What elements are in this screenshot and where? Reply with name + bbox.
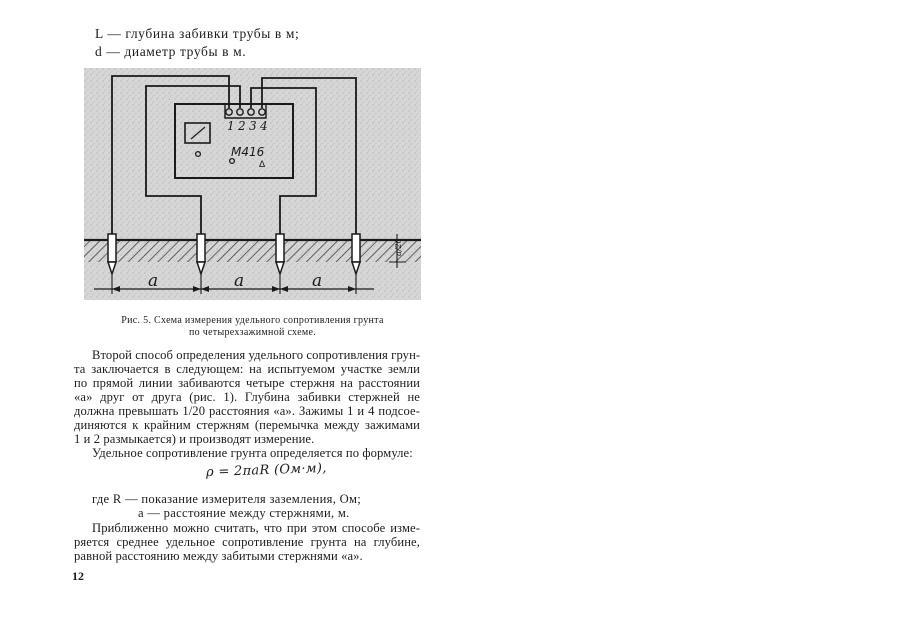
figure-background: [84, 68, 421, 300]
device-label: М416: [231, 145, 265, 159]
spacing-label-3: a: [312, 271, 323, 291]
paragraph-1-line-6: диняются к крайним стержням (перемычка между зажимами: [74, 418, 420, 432]
terminal-label-3: 3: [249, 119, 257, 133]
depth-label: a/20: [394, 238, 403, 256]
paragraph-2: Удельное сопротивление грунта определяется по формуле:: [92, 446, 413, 460]
paragraph-1-line-2: та заключается в следующем: на испытуемом участке земли: [74, 362, 420, 376]
figure-caption-line-2: по четырехзажимной схеме.: [188, 327, 317, 338]
terminal-label-4: 4: [260, 119, 268, 133]
paragraph-3-line-2: ряется среднее удельное сопротивление грунта на глубине,: [74, 535, 420, 549]
resistivity-formula: ρ = 2πaR (Ом·м),: [205, 460, 327, 481]
paragraph-1-line-7: 1 и 2 размыкается) и производят измерение.: [74, 432, 315, 446]
paragraph-1-line-5: должна превышать 1/20 расстояния «а». Зажимы 1 и 4 подсое-: [74, 404, 420, 418]
terminal-label-1: 1: [227, 119, 235, 133]
where-line-2: a — расстояние между стержнями, м.: [138, 506, 350, 520]
paragraph-1-line-4: «а» друг от друга (рис. 1). Глубина забивки стержней не: [74, 390, 420, 404]
paragraph-1-line-3: по прямой линии забиваются четыре стержня на расстоянии: [74, 376, 420, 390]
paragraph-3-line-1: Приближенно можно считать, что при этом способе изме-: [92, 521, 420, 535]
page-number: 12: [72, 569, 84, 583]
paragraph-3-line-3: равной расстоянию между забитыми стержнями «а».: [74, 549, 363, 563]
paragraph-1-line-1: Второй способ определения удельного сопротивления грун-: [92, 348, 421, 362]
device-sublabel: Δ: [259, 160, 266, 170]
where-line-1: где R — показание измерителя заземления, Ом;: [92, 492, 362, 506]
terminal-label-2: 2: [238, 119, 246, 133]
definition-diameter: d — диаметр трубы в м.: [95, 44, 247, 59]
definition-length: L — глубина забивки трубы в м;: [95, 26, 300, 41]
measurement-diagram: [84, 68, 421, 300]
spacing-label-2: a: [234, 271, 245, 291]
figure-caption-line-1: Рис. 5. Схема измерения удельного сопротивления грунта: [121, 315, 384, 326]
spacing-label-1: a: [148, 271, 159, 291]
ground-hatching: [84, 240, 421, 262]
